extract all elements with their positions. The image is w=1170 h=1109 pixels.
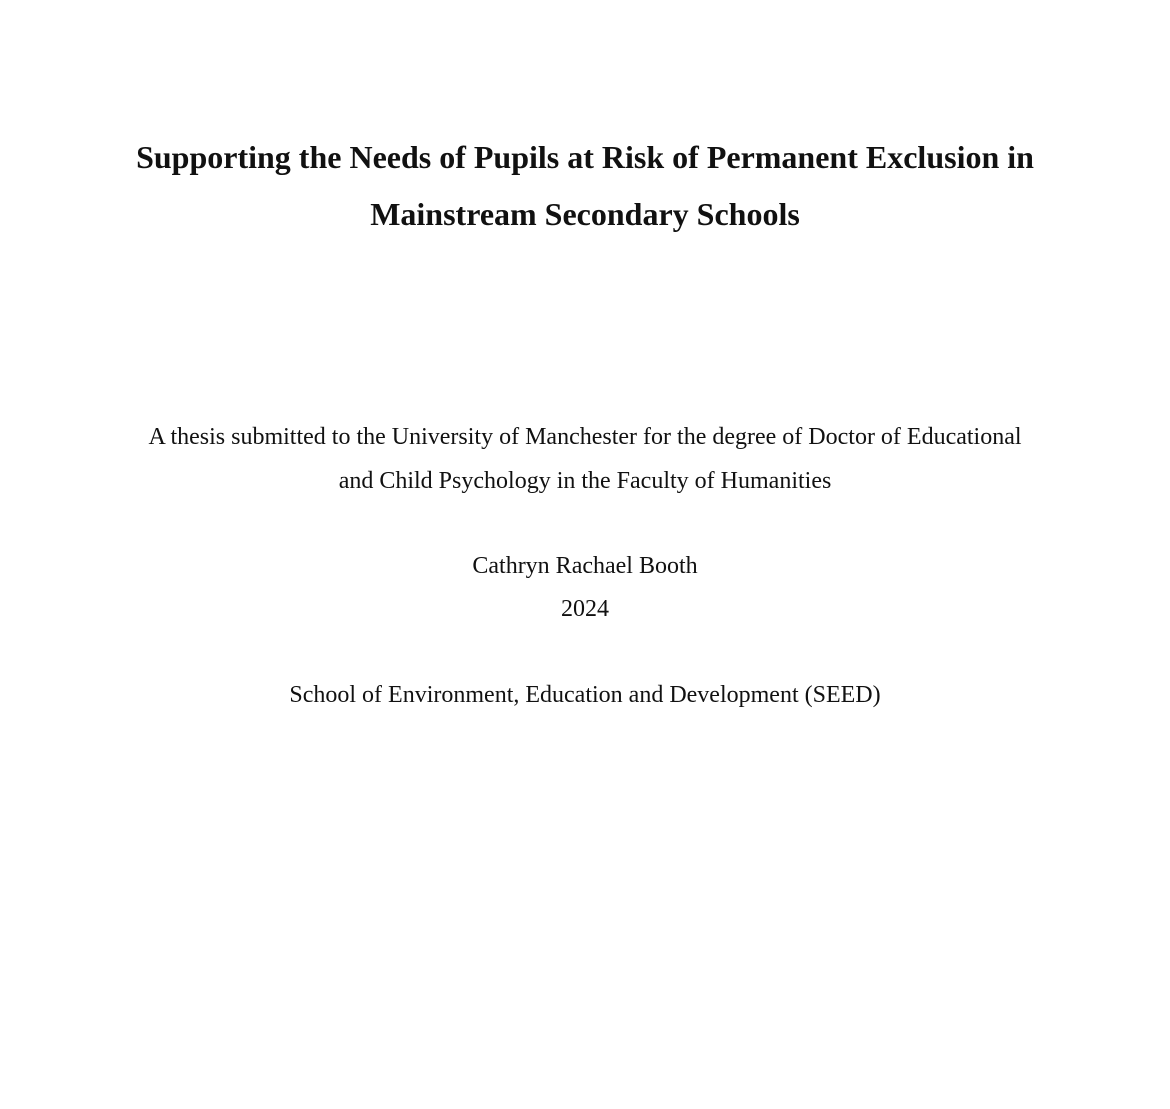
thesis-title-line-2: Mainstream Secondary Schools	[370, 196, 800, 232]
submission-statement-line-1: A thesis submitted to the University of Manchester for the degree of Doctor of Educational	[148, 424, 1022, 450]
submission-statement-line-2: and Child Psychology in the Faculty of Humanities	[338, 468, 832, 494]
author-name: Cathryn Rachael Booth	[472, 553, 698, 579]
thesis-title-line-1: Supporting the Needs of Pupils at Risk of Permanent Exclusion in	[136, 139, 1034, 175]
school-name: School of Environment, Education and Development (SEED)	[289, 682, 881, 708]
submission-year: 2024	[561, 596, 609, 622]
